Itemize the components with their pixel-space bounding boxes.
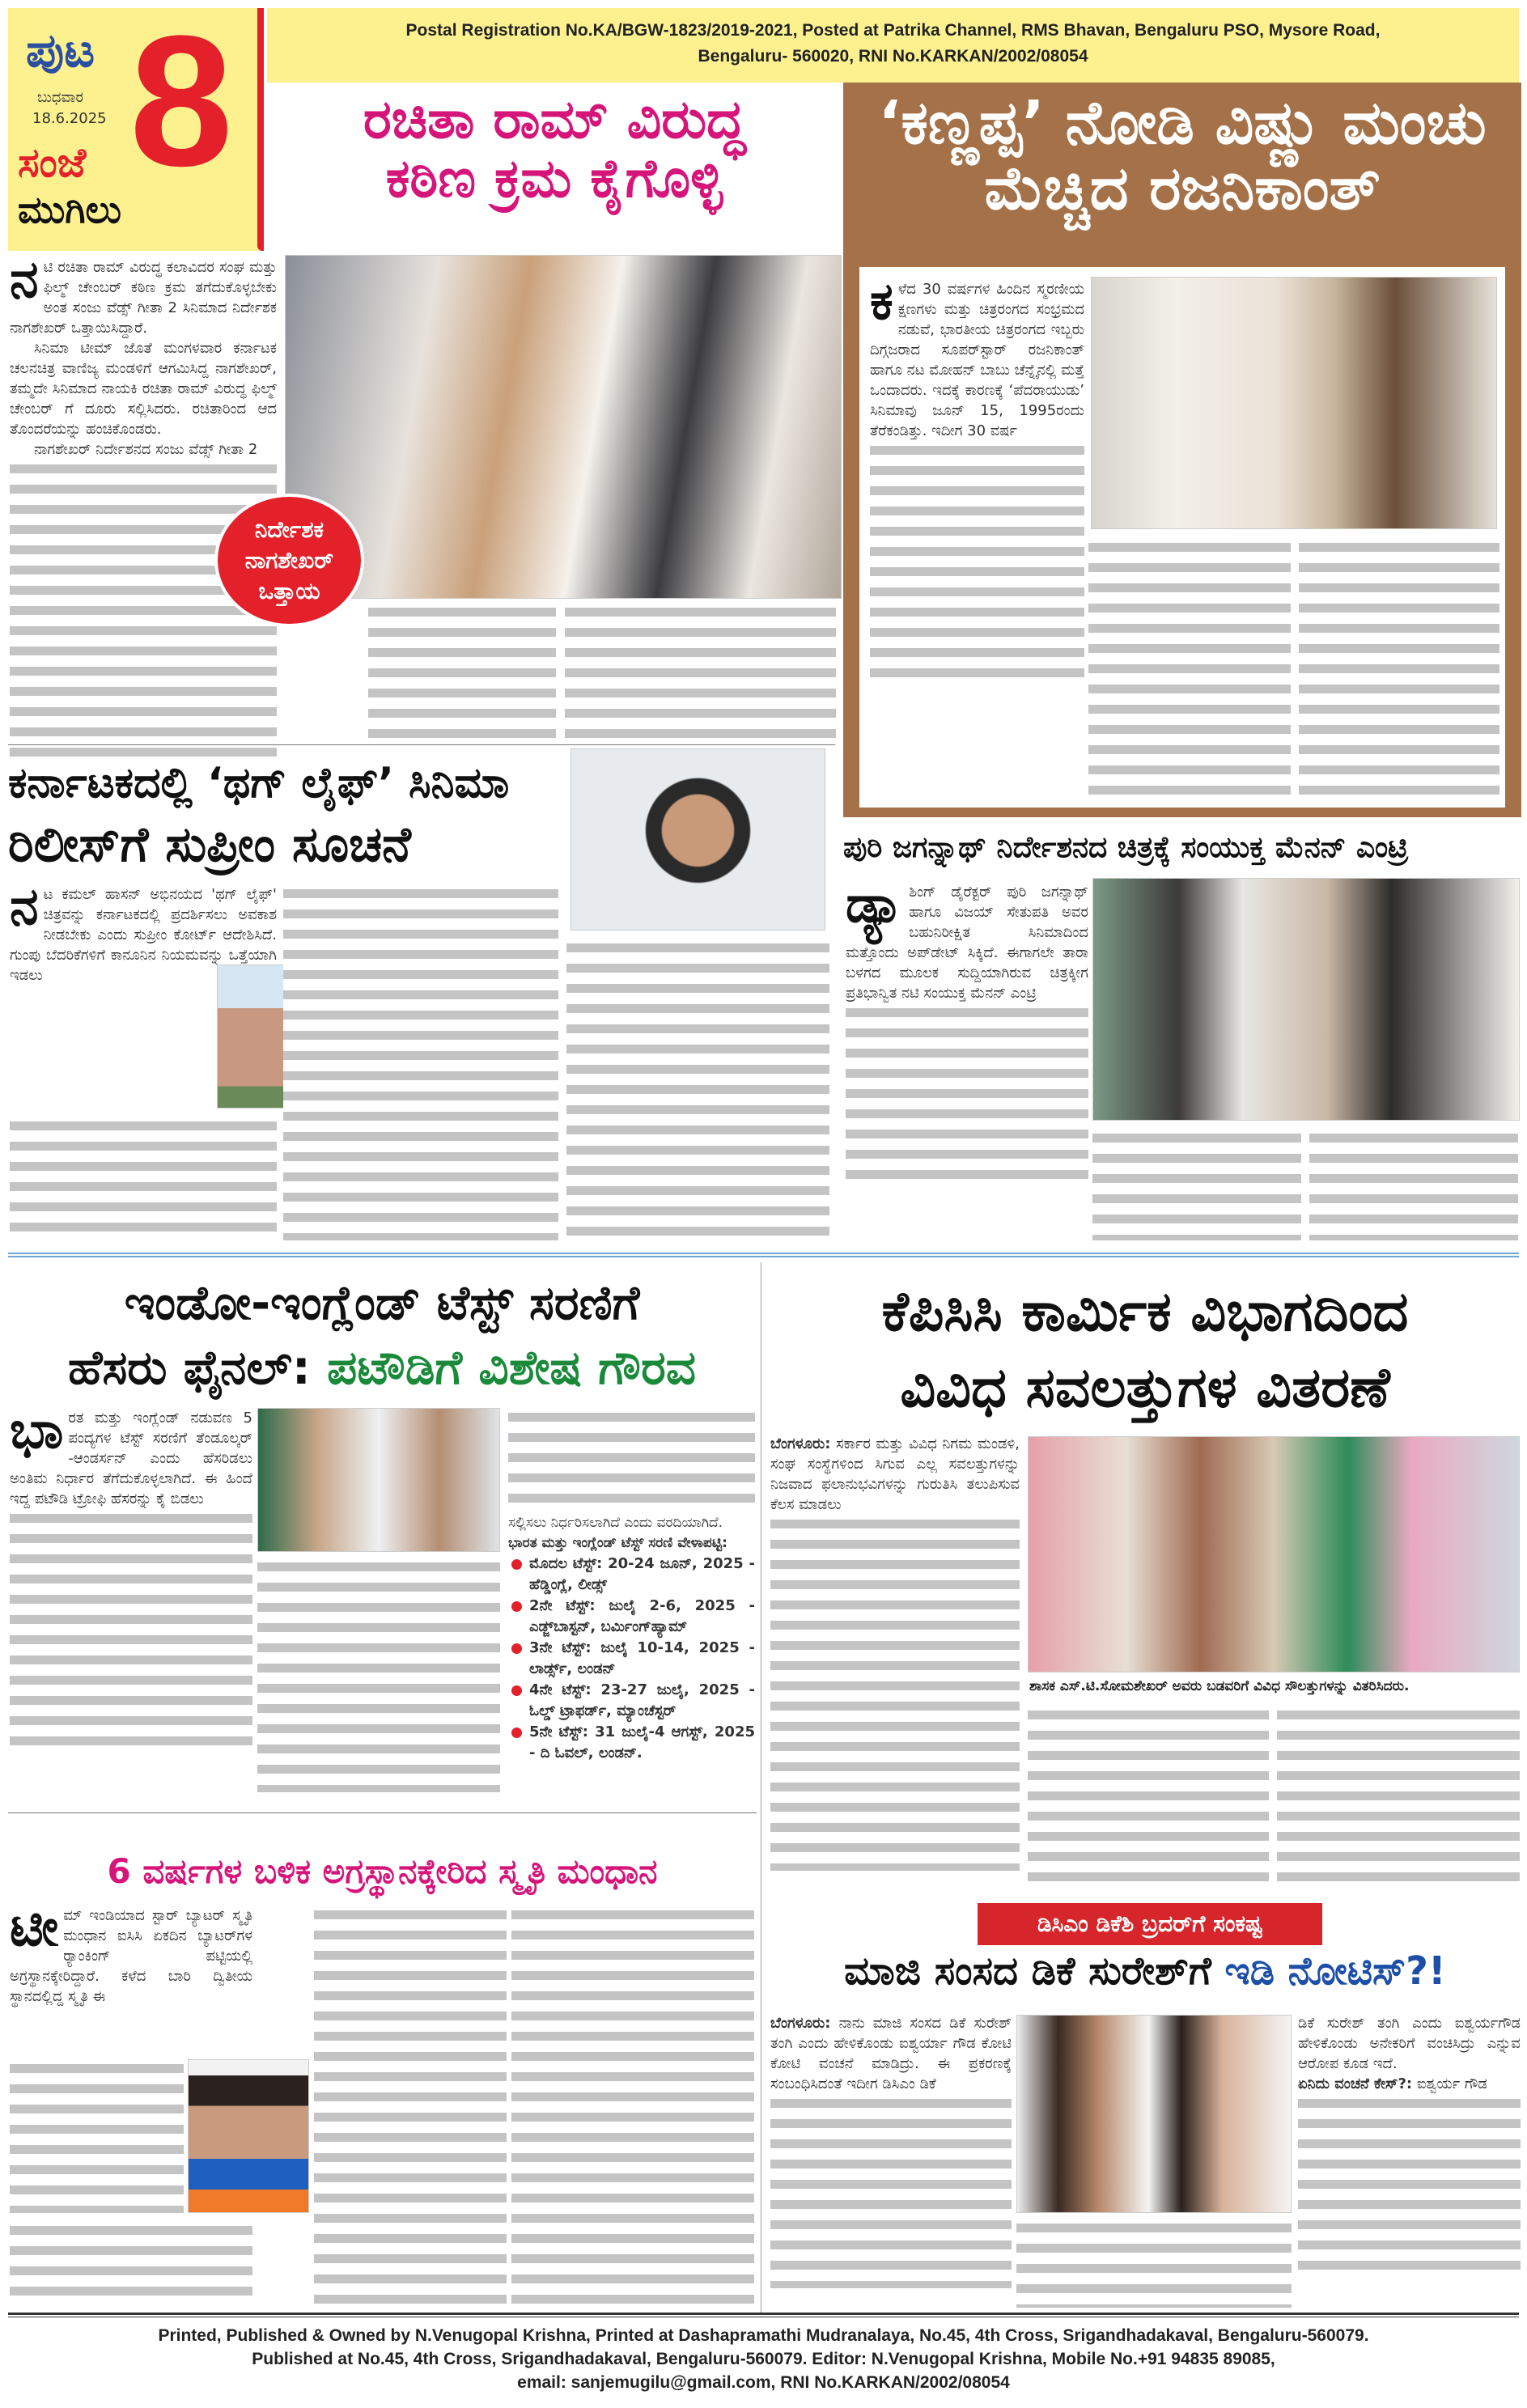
thuglife-headline-line1: ಕರ್ನಾಟಕದಲ್ಲಿ ‘ಥಗ್ ಲೈಫ್’ ಸಿನಿಮಾ	[8, 759, 510, 808]
test-schedule	[508, 1513, 755, 1764]
paragraph: ಡಿಕೆ ಸುರೇಶ್ ತಂಗಿ ಎಂದು ಐಶ್ವರ್ಯಗೌಡ ಹೇಳಿಕೊಂಡು ಅನೇಕರಿಗೆ ವಂಚಿಸಿದ್ರು ಎನ್ನುವ ಆರೋಪ ಕೂಡ ಇದೆ.	[1298, 2015, 1521, 2072]
smriti-headline: 6 ವರ್ಷಗಳ ಬಳಿಕ ಅಗ್ರಸ್ಥಾನಕ್ಕೇರಿದ ಸ್ಮೃತಿ ಮಂಧಾನ	[107, 1851, 658, 1891]
rajini-headline-line1: ‘ಕಣ್ಣಪ್ಪ’ ನೋಡಿ ವಿಷ್ಣು ಮಂಚು	[878, 88, 1487, 158]
cricket-headline-line1: ಇಂಡೋ-ಇಂಗ್ಲೆಂಡ್ ಟೆಸ್ಟ್ ಸರಣಿಗೆ	[124, 1275, 640, 1330]
drop-cap: ನ	[10, 257, 39, 310]
paragraph: ಟಿ ರಚಿತಾ ರಾಮ್ ವಿರುದ್ಧ ಕಲಾವಿದರ ಸಂಘ ಮತ್ತು ಫಿಲ್ಮ್ ಚೇಂಬರ್ ಕಠಿಣ ಕ್ರಮ ತಗೆದುಕೊಳ್ಳಬೇಕು ಅಂತ ಸಂಜು ವೆಡ್ಸ್ ಗೀತಾ 2 ಸಿನಿಮಾದ ನಿರ್ದೇಶಕ ನಾಗಶೇಖರ್ ಒತ್ತಾಯಿಸಿದ್ದಾರೆ.	[10, 259, 277, 337]
section-divider	[8, 1253, 1519, 1257]
thuglife-headline	[8, 752, 566, 875]
dateline: ಬೆಂಗಳೂರು:	[770, 2015, 831, 2032]
thuglife-col-3	[566, 939, 829, 1240]
smriti-col-2	[314, 1906, 507, 2306]
paragraph: ಸರ್ಕಾರ ಮತ್ತು ವಿವಿಧ ನಿಗಮ ಮಂಡಳಿ, ಸಂಘ ಸಂಸ್ಥೆಗಳಿಂದ ಸಿಗುವ ಎಲ್ಲ ಸವಲತ್ತುಗಳನ್ನು ನಿಜವಾದ ಫಲಾನುಭವಿಗಳನ್ನು ಗುರುತಿಸಿ ತಲುಪಿಸುವ ಕೆಲಸ ಮಾಡಲು	[770, 1435, 1020, 1513]
kpcc-distribution-photo	[1028, 1436, 1520, 1672]
rajini-headline-line2: ಮೆಚ್ಚಿದ ರಜನಿಕಾಂತ್	[984, 154, 1381, 224]
drop-cap: ಕ	[870, 279, 893, 332]
schedule-item: ಮೊದಲ ಟೆಸ್ಟ್: 20-24 ಜೂನ್, 2025 - ಹೆಡ್ಡಿಂಗ್ಲೆ, ಲೀಡ್ಸ್	[508, 1554, 755, 1596]
rajini-headline	[850, 88, 1515, 224]
paragraph: ನಾಗಶೇಖರ್ ನಿರ್ದೇಶನದ ಸಂಜು ವೆಡ್ಸ್ ಗೀತಾ 2	[34, 441, 258, 458]
cricket-col-1	[10, 1408, 252, 1792]
paragraph: ಸಿನಿಮಾ ಟೀಮ್ ಜೊತೆ ಮಂಗಳವಾರ ಕರ್ನಾಟಕ ಚಲನಚಿತ್ರ ವಾಣಿಜ್ಯ ಮಂಡಳಿಗೆ ಆಗಮಿಸಿದ್ದ ನಾಗಶೇಖರ್, ತಮ್ಮದೇ ಸಿನಿಮಾದ ನಾಯಕಿ ರಚಿತಾ ರಾಮ್ ವಿರುದ್ಧ ಫಿಲ್ಮ್ ಚೇಂಬರ್ ಗೆ ದೂರು ಸಲ್ಲಿಸಿದರು. ರಚಿತಾರಿಂದ ಆದ ತೊಂದರೆಯನ್ನು ಹಂಚಿಕೊಂಡರು.	[10, 340, 277, 438]
dateline: ಬೆಂಗಳೂರು:	[770, 1435, 831, 1452]
text-block	[770, 2094, 1012, 2288]
puri-headline: ಪುರಿ ಜಗನ್ನಾಥ್ ನಿರ್ದೇಶನದ ಚಿತ್ರಕ್ಕೆ ಸಂಯುಕ್ತ ಮೆನನ್ ಎಂಟ್ರಿ	[843, 831, 1409, 864]
thuglife-col-2	[283, 884, 558, 1240]
rachita-headline-line2: ಕಠಿಣ ಕ್ರಮ ಕೈಗೊಳ್ಳಿ	[385, 146, 723, 210]
tendulkar-anderson-photo	[257, 1408, 500, 1552]
text-block	[10, 1117, 277, 1238]
text-block	[10, 2059, 184, 2213]
text-block	[10, 2221, 252, 2306]
masthead-red-bar	[257, 8, 264, 251]
rachita-col-2	[368, 603, 556, 740]
drop-cap: ಟೀ	[10, 1906, 59, 1958]
rajini-vishnu-photo	[1091, 277, 1497, 529]
schedule-item: 3ನೇ ಟೆಸ್ಟ್: ಜುಲೈ 10-14, 2025 - ಲಾರ್ಡ್ಸ್, ಲಂಡನ್	[508, 1638, 755, 1680]
smriti-mandhana-photo	[188, 2059, 309, 2213]
puri-samyuktha-photo	[1092, 878, 1520, 1121]
puri-col-2	[1092, 1129, 1301, 1240]
text-block	[770, 1515, 1020, 1871]
page-label: ಪುಟ	[26, 23, 95, 78]
postal-registration	[267, 8, 1519, 83]
drop-cap: ಭಾ	[10, 1408, 64, 1460]
rajini-col-2	[1088, 538, 1291, 801]
rajini-col-3	[1299, 538, 1499, 801]
kpcc-headline-line2: ವಿವಿಧ ಸವಲತ್ತುಗಳ ವಿತರಣೆ	[900, 1356, 1390, 1420]
text-block	[846, 1003, 1088, 1189]
dksuresh-headline-a: ಮಾಜಿ ಸಂಸದ ಡಿಕೆ ಸುರೇಶ್‌ಗೆ	[844, 1948, 1211, 1994]
cricket-col-2	[257, 1558, 500, 1792]
paragraph: ರತ ಮತ್ತು ಇಂಗ್ಲೆಂಡ್ ನಡುವಣ 5 ಪಂದ್ಯಗಳ ಟೆಸ್ಟ್ ಸರಣಿಗೆ ತೆಂಡೂಲ್ಕರ್ -ಆಂಡರ್ಸನ್ ಎಂದು ಹೆಸರಿಡಲು ಅಂತಿಮ ನಿರ್ಧಾರ ತೆಗೆದುಕೊಳ್ಳಲಾಗಿದೆ. ಈ ಹಿಂದೆ ಇದ್ದ ಪಟೌಡಿ ಟ್ರೋಫಿ ಹೆಸರನ್ನು ಕೈ ಬಿಡಲು	[10, 1410, 252, 1507]
page-number: 8	[129, 0, 233, 205]
badge-line: ನಿರ್ದೇಶಕ	[254, 516, 324, 543]
kpcc-col-2	[1028, 1706, 1269, 1884]
footer-line-2: Published at No.45, 4th Cross, Srigandhadakaval, Bengaluru-560079. Editor: N.Venugopal Krishna, Mobile No.+91 94835 89085,	[252, 2350, 1275, 2368]
kpcc-headline	[769, 1274, 1521, 1427]
text-block	[10, 1509, 252, 1752]
schedule-item: 4ನೇ ಟೆಸ್ಟ್: 23-27 ಜುಲೈ, 2025 - ಓಲ್ಡ್ ಟ್ರಾಫರ್ಡ್, ಮ್ಯಾಂಚೆಸ್ಟರ್	[508, 1680, 755, 1722]
paragraph: ಳೆದ 30 ವರ್ಷಗಳ ಹಿಂದಿನ ಸ್ಮರಣೀಯ ಕ್ಷಣಗಳು ಮತ್ತು ಚಿತ್ರರಂಗದ ಸಂಭ್ರಮದ ನಡುವೆ, ಭಾರತೀಯ ಚಿತ್ರರಂಗದ ಇಬ್ಬರು ದಿಗ್ಗಜರಾದ ಸೂಪರ್‌ಸ್ಟಾರ್ ರಜನಿಕಾಂತ್ ಹಾಗೂ ನಟ ಮೋಹನ್ ಬಾಬು ಚೆನ್ನೈನಲ್ಲಿ ಮತ್ತೆ ಒಂದಾದರು. ಇದಕ್ಕೆ ಕಾರಣಕ್ಕೆ ‘ಪೆದರಾಯುಡು’ ಸಿನಿಮಾವು ಜೂನ್ 15, 1995ರಂದು ತೆರೆಕಂಡಿತ್ತು. ಇದೀಗ 30 ವರ್ಷ	[870, 281, 1084, 439]
rachita-headline-line1: ರಚಿತಾ ರಾಮ್ ವಿರುದ್ಧ	[363, 88, 746, 150]
cricket-col-3	[508, 1408, 755, 1509]
thuglife-headline-line2: ರಿಲೀಸ್‌ಗೆ ಸುಪ್ರೀಂ ಸೂಚನೆ	[8, 816, 411, 873]
dksuresh-col-1	[770, 2013, 1012, 2308]
day: ಬುಧವಾರ	[37, 89, 83, 106]
imprint-footer	[0, 2324, 1527, 2394]
paragraph: ಮ್ ಇಂಡಿಯಾದ ಸ್ಟಾರ್ ಬ್ಯಾಟರ್ ಸ್ಮೃತಿ ಮಂಧಾನ ಐಸಿಸಿ ಏಕದಿನ ಬ್ಯಾಟರ್‌ಗಳ ರ್‍ಯಾಂಕಿಂಗ್ ಪಟ್ಟಿಯಲ್ಲಿ ಅಗ್ರಸ್ಥಾನಕ್ಕೇರಿದ್ದಾರೆ. ಕಳೆದ ಬಾರಿ ದ್ವಿತೀಯ ಸ್ಥಾನದಲ್ಲಿದ್ದ ಸ್ಮೃತಿ ಈ	[10, 1907, 252, 2005]
kpcc-headline-line1: ಕೆಪಿಸಿಸಿ ಕಾರ್ಮಿಕ ವಿಭಾಗದಿಂದ	[881, 1280, 1409, 1344]
divider	[8, 744, 835, 745]
text-block	[870, 441, 1084, 684]
paragraph: ಶಿಂಗ್ ಡೈರೆಕ್ಟರ್ ಪುರಿ ಜಗನ್ನಾಥ್ ಹಾಗೂ ವಿಜಯ್ ಸೇತುಪತಿ ಅವರ ಬಹುನಿರೀಕ್ಷಿತ ಸಿನಿಮಾದಿಂದ ಮತ್ತೊಂದು ಅಪ್‌ಡೇಟ್ ಸಿಕ್ಕಿದೆ. ಈಗಾಗಲೇ ತಾರಾ ಬಳಗದ ಮೂಲಕ ಸುದ್ದಿಯಾಗಿರುವ ಚಿತ್ರಕ್ಕೀಗ ಪ್ರತಿಭಾನ್ವಿತ ನಟಿ ಸಂಯುಕ್ತ ಮೆನನ್ ಎಂಟ್ರಿ	[846, 884, 1088, 1002]
dksuresh-aishwarya-photo	[1016, 2015, 1292, 2213]
brand-sanje: ಸಂಜೆ	[18, 139, 87, 186]
rajini-col-1	[870, 279, 1084, 805]
footer-rule	[8, 2313, 1519, 2317]
director-badge	[214, 494, 364, 627]
rachita-team-photo	[285, 255, 842, 599]
badge-line: ನಾಗಶೇಖರ್	[244, 547, 334, 574]
text-block	[10, 460, 277, 767]
kpcc-photo-caption: ಶಾಸಕ ಎಸ್.ಟಿ.ಸೋಮಶೇಖರ್ ಅವರು ಬಡವರಿಗೆ ವಿವಿಧ ಸೌಲತ್ತುಗಳನ್ನು ವಿತರಿಸಿದರು.	[1029, 1678, 1410, 1694]
schedule-list	[508, 1554, 755, 1764]
drop-cap: ನ	[10, 884, 39, 937]
paragraph: ಐಶ್ವರ್ಯ ಗೌಡ	[1416, 2075, 1487, 2092]
cricket-headline-line2a: ಹೆಸರು ಫೈನಲ್:	[67, 1340, 311, 1395]
postal-line-1: Postal Registration No.KA/BGW-1823/2019-2021, Posted at Patrika Channel, RMS Bhavan, Bengaluru PSO, Mysore Road,	[405, 21, 1381, 40]
dksuresh-headline	[769, 1950, 1521, 1993]
postal-line-2: Bengaluru- 560020, RNI No.KARKAN/2002/08054	[698, 47, 1088, 66]
kpcc-col-1	[770, 1434, 1020, 1883]
rachita-headline	[271, 88, 838, 210]
puri-col-3	[1309, 1129, 1518, 1240]
dksuresh-col-3	[1298, 2013, 1521, 2308]
rachita-col-3	[565, 603, 836, 740]
schedule-item: 5ನೇ ಟೆಸ್ಟ್: 31 ಜುಲೈ-4 ಆಗಸ್ಟ್, 2025 - ದಿ ಓವಲ್, ಲಂಡನ್.	[508, 1722, 755, 1764]
schedule-item: 2ನೇ ಟೆಸ್ಟ್: ಜುಲೈ 2-6, 2025 - ಎಡ್ಜ್‌ಬಾಸ್ಟನ್, ಬರ್ಮಿಂಗ್‌ಹ್ಯಾಮ್	[508, 1596, 755, 1638]
schedule-title: ಭಾರತ ಮತ್ತು ಇಂಗ್ಲೆಂಡ್ ಟೆಸ್ಟ್ ಸರಣಿ ವೇಳಾಪಟ್ಟಿ:	[508, 1535, 727, 1551]
cricket-headline-line2b: ಪಟೌಡಿಗೆ ವಿಶೇಷ ಗೌರವ	[327, 1340, 697, 1395]
dksuresh-col-2	[1016, 2219, 1292, 2308]
badge-line: ಒತ್ತಾಯ	[258, 578, 320, 604]
kpcc-col-3	[1277, 1706, 1520, 1884]
puri-col-1	[846, 882, 1088, 1238]
smriti-col-1	[10, 1906, 252, 2051]
date: 18.6.2025	[32, 110, 107, 127]
subhead: ಏನಿದು ವಂಚನೆ ಕೇಸ್?:	[1298, 2075, 1413, 2092]
text-block	[1298, 2094, 1521, 2272]
smriti-col-3	[511, 1906, 754, 2306]
footer-line-1: Printed, Published & Owned by N.Venugopal Krishna, Printed at Dashapramathi Mudranalaya, No.45, 4th Cross, Srigandhadakaval, Bengaluru-560079.	[158, 2326, 1369, 2345]
divider	[8, 1812, 757, 1813]
kamal-haasan-photo	[571, 748, 825, 931]
paragraph: ಟ ಕಮಲ್ ಹಾಸನ್ ಅಭಿನಯದ 'ಥಗ್ ಲೈಫ್' ಚಿತ್ರವನ್ನು ಕರ್ನಾಟಕದಲ್ಲಿ ಪ್ರದರ್ಶಿಸಲು ಅವಕಾಶ ನೀಡಬೇಕು ಎಂದು ಸುಪ್ರೀಂ ಕೋರ್ಟ್ ಆದೇಶಿಸಿದೆ. ಗುಂಪು ಬೆದರಿಕೆಗಳಿಗೆ ಕಾನೂನಿನ ನಿಯಮವನ್ನು ಒತ್ತೆಯಾಗಿ ಇಡಲು	[10, 886, 277, 984]
paragraph: ನಾನು ಮಾಜಿ ಸಂಸದ ಡಿಕೆ ಸುರೇಶ್ ತಂಗಿ ಎಂದು ಹೇಳಿಕೊಂಡು ಐಶ್ವರ್ಯಾ ಗೌಡ ಕೋಟಿ ಕೋಟಿ ವಂಚನೆ ಮಾಡಿದ್ರು. ಈ ಪ್ರಕರಣಕ್ಕೆ ಸಂಬಂಧಿಸಿದಂತೆ ಇದೀಗ ಡಿಸಿಎಂ ಡಿಕೆ	[770, 2015, 1012, 2092]
dksuresh-headline-b: ಇಡಿ ನೋಟಿಸ್?!	[1224, 1948, 1446, 1994]
footer-line-3: email: sanjemugilu@gmail.com, RNI No.KARKAN/2002/08054	[517, 2373, 1010, 2392]
brand-mugilu: ಮುಗಿಲು	[18, 188, 121, 231]
cricket-headline	[10, 1270, 754, 1400]
paragraph: ಸಲ್ಲಿಸಲು ನಿರ್ಧರಿಸಲಾಗಿದೆ ಎಂದು ವರದಿಯಾಗಿದೆ.	[508, 1515, 723, 1531]
dksuresh-kicker: ಡಿಸಿಎಂ ಡಿಕೆಶಿ ಬ್ರದರ್‌ಗೆ ಸಂಕಷ್ಟ	[978, 1903, 1322, 1945]
masthead	[8, 0, 261, 251]
drop-cap: ಡ್ಯಾ	[846, 882, 905, 935]
